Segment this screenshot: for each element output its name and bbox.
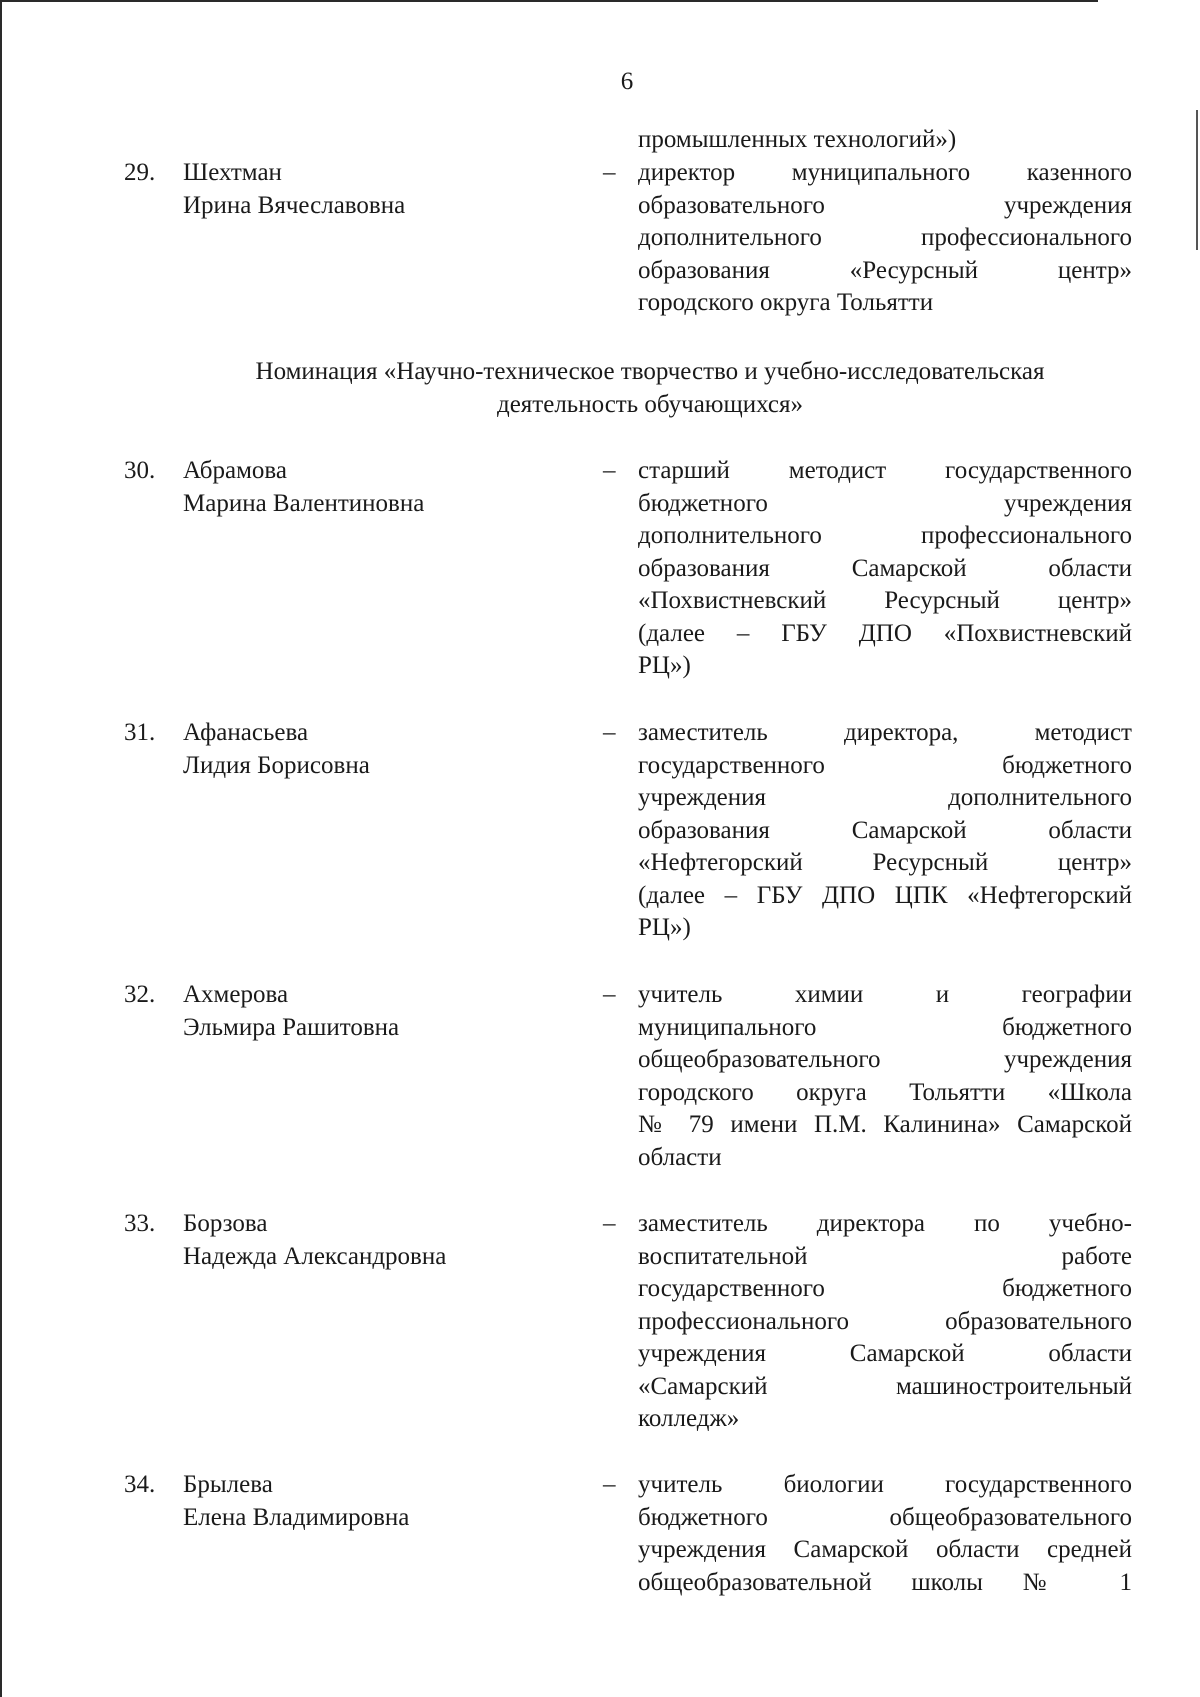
description-line: общеобразовательной школы № 1 <box>638 1568 1132 1596</box>
position-description <box>638 455 1132 683</box>
surname: Шехтман <box>183 159 282 186</box>
description-line: заместитель директора, методист <box>638 719 1132 746</box>
position-description <box>638 1469 1132 1599</box>
description-line: директор муниципального казенного <box>638 159 1132 186</box>
description-line: колледж» <box>638 1405 740 1432</box>
description-line: (далее – ГБУ ДПО «Похвистневский <box>638 619 1132 647</box>
surname: Борзова <box>183 1210 268 1237</box>
description-line: № 79 имени П.М. Калинина» Самарской <box>638 1111 1132 1138</box>
description-line: учитель биологии государственного <box>638 1471 1132 1498</box>
description-line: образовательного учреждения <box>638 191 1132 219</box>
description-line: образования «Ресурсный центр» <box>638 256 1132 284</box>
page-number: 6 <box>620 68 634 95</box>
surname: Абрамова <box>183 457 287 484</box>
description-line: государственного бюджетного <box>638 751 1132 779</box>
description-line: учреждения дополнительного <box>638 784 1132 811</box>
nomination-line: деятельность обучающихся» <box>496 390 803 418</box>
description-line: РЦ») <box>638 652 691 679</box>
nomination-heading <box>150 356 1150 421</box>
description-line: государственного бюджетного <box>638 1275 1132 1302</box>
description-line: (далее – ГБУ ДПО ЦПК «Нефтегорский <box>638 881 1132 909</box>
description-line: РЦ») <box>638 914 691 941</box>
dash: – <box>603 1210 616 1237</box>
description-line: дополнительного профессионального <box>638 522 1132 549</box>
dash: – <box>603 981 616 1008</box>
description-line: дополнительного профессионального <box>638 224 1132 251</box>
entry-number: 31. <box>124 719 156 746</box>
person-name <box>183 157 405 222</box>
person-name <box>183 1208 446 1273</box>
given-names: Лидия Борисовна <box>183 751 370 779</box>
nomination-line: Номинация «Научно-техническое творчество и учебно-исследовательская <box>255 358 1045 385</box>
given-names: Ирина Вячеславовна <box>183 191 406 219</box>
description-line: образования Самарской области <box>638 554 1132 582</box>
given-names: Елена Владимировна <box>183 1503 410 1531</box>
description-line: бюджетного учреждения <box>638 489 1132 517</box>
surname: Брылева <box>183 1471 273 1498</box>
description-line: учреждения Самарской области средней <box>638 1536 1132 1563</box>
given-names: Эльмира Рашитовна <box>183 1013 400 1041</box>
person-name <box>183 455 424 520</box>
position-description <box>638 717 1132 945</box>
description-line: общеобразовательного учреждения <box>638 1046 1132 1073</box>
description-line: городского округа Тольятти <box>638 289 934 316</box>
given-names: Надежда Александровна <box>183 1242 447 1270</box>
description-line: области <box>638 1143 722 1171</box>
description-line: заместитель директора по учебно- <box>638 1210 1132 1237</box>
given-names: Марина Валентиновна <box>183 489 425 517</box>
position-description <box>638 1208 1132 1436</box>
entry-number: 29. <box>124 159 156 186</box>
person-name <box>183 1469 409 1534</box>
entry-number: 34. <box>124 1471 156 1498</box>
scan-edge-left <box>0 0 2 1697</box>
surname: Афанасьева <box>183 719 309 746</box>
description-line: городского округа Тольятти «Школа <box>638 1078 1132 1106</box>
description-line: бюджетного общеобразовательного <box>638 1503 1132 1531</box>
description-line: старший методист государственного <box>638 457 1132 484</box>
continued-text: промышленных технологий») <box>638 126 957 153</box>
description-line: «Похвистневский Ресурсный центр» <box>638 587 1132 614</box>
description-line: «Нефтегорский Ресурсный центр» <box>638 849 1132 876</box>
dash: – <box>603 457 616 484</box>
position-description <box>638 157 1132 320</box>
scan-edge-right <box>1196 110 1198 250</box>
person-name <box>183 979 399 1044</box>
surname: Ахмерова <box>183 981 289 1008</box>
entry-number: 33. <box>124 1210 156 1237</box>
scan-edge-top <box>0 0 1098 2</box>
description-line: образования Самарской области <box>638 816 1132 844</box>
description-line: учреждения Самарской области <box>638 1340 1132 1367</box>
description-line: «Самарский машиностроительный <box>638 1372 1132 1400</box>
entry-number: 32. <box>124 981 156 1008</box>
dash: – <box>603 159 616 186</box>
entry-number: 30. <box>124 457 156 484</box>
dash: – <box>603 1471 616 1498</box>
person-name <box>183 717 370 782</box>
description-line: муниципального бюджетного <box>638 1013 1132 1041</box>
description-line: профессионального образовательного <box>638 1307 1132 1335</box>
dash: – <box>603 719 616 746</box>
description-line: учитель химии и географии <box>638 981 1132 1008</box>
position-description <box>638 979 1132 1174</box>
description-line: воспитательной работе <box>638 1242 1132 1270</box>
